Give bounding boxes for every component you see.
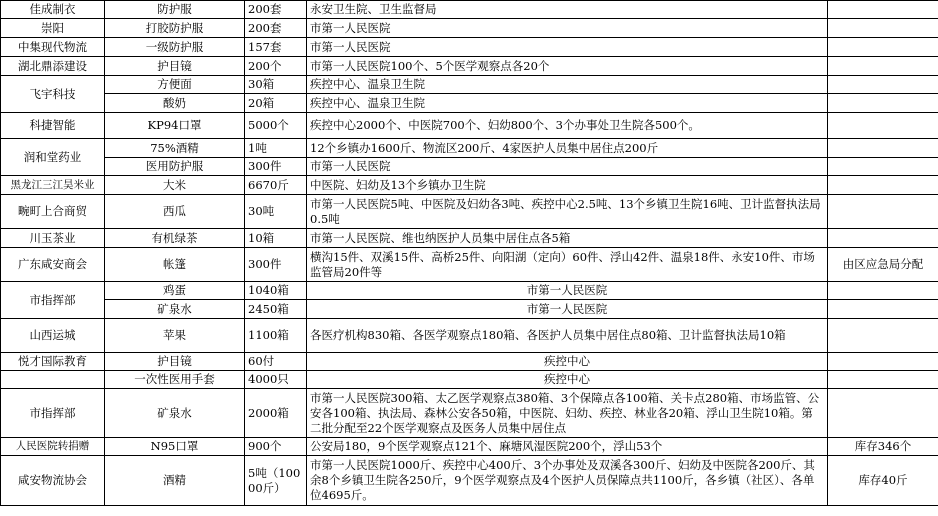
item-cell: 酒精 xyxy=(105,456,245,506)
quantity-cell: 1100箱 xyxy=(245,319,307,353)
table-row xyxy=(1,19,938,38)
note-cell xyxy=(828,195,938,229)
table-row xyxy=(1,94,938,113)
donor-cell: 咸安物流协会 xyxy=(1,456,105,506)
donor-cell: 市指挥部 xyxy=(1,389,105,438)
destination-cell: 市第一人民医院 xyxy=(307,19,828,38)
destination-cell: 永安卫生院、卫生监督局 xyxy=(307,1,828,19)
note-cell xyxy=(828,229,938,248)
destination-cell: 市第一人民医院 xyxy=(307,158,828,176)
note-cell xyxy=(828,76,938,94)
table-row xyxy=(1,300,938,319)
table-row xyxy=(1,371,938,389)
destination-cell: 中医院、妇幼及13个乡镇办卫生院 xyxy=(307,176,828,195)
quantity-cell: 900个 xyxy=(245,438,307,456)
donor-cell: 湖北鼎添建设 xyxy=(1,57,105,76)
destination-cell: 市第一人民医院、维也纳医护人员集中居住点各5箱 xyxy=(307,229,828,248)
note-cell xyxy=(828,158,938,176)
item-cell: 西瓜 xyxy=(105,195,245,229)
quantity-cell: 5吨（10000斤） xyxy=(245,456,307,506)
destination-cell: 市第一人民医院 xyxy=(307,282,828,300)
item-cell: 帐篷 xyxy=(105,248,245,282)
quantity-cell: 200个 xyxy=(245,57,307,76)
quantity-cell: 300件 xyxy=(245,158,307,176)
item-cell: 一级防护服 xyxy=(105,38,245,57)
destination-cell: 疾控中心2000个、中医院700个、妇幼800个、3个办事处卫生院各500个。 xyxy=(307,113,828,139)
donor-cell: 广东咸安商会 xyxy=(1,248,105,282)
donor-cell: 悦才国际教育 xyxy=(1,353,105,371)
table-row xyxy=(1,76,938,94)
destination-cell: 12个乡镇办1600斤、物流区200斤、4家医护人员集中居住点200斤 xyxy=(307,139,828,158)
quantity-cell: 30箱 xyxy=(245,76,307,94)
note-cell xyxy=(828,371,938,389)
donor-cell: 黑龙江三江昊米业 xyxy=(1,176,105,195)
item-cell: 防护服 xyxy=(105,1,245,19)
table-row xyxy=(1,353,938,371)
item-cell: N95口罩 xyxy=(105,438,245,456)
note-cell: 库存346个 xyxy=(828,438,938,456)
quantity-cell: 200套 xyxy=(245,1,307,19)
item-cell: 矿泉水 xyxy=(105,300,245,319)
table-row xyxy=(1,158,938,176)
note-cell xyxy=(828,176,938,195)
quantity-cell: 6670斤 xyxy=(245,176,307,195)
quantity-cell: 5000个 xyxy=(245,113,307,139)
note-cell xyxy=(828,282,938,300)
destination-cell: 疾控中心 xyxy=(307,353,828,371)
destination-cell: 公安局180，9个医学观察点121个、麻塘风湿医院200个，浮山53个 xyxy=(307,438,828,456)
quantity-cell: 157套 xyxy=(245,38,307,57)
quantity-cell: 2000箱 xyxy=(245,389,307,438)
note-cell xyxy=(828,389,938,438)
destination-cell: 市第一人民医院300箱、太乙医学观察点380箱、3个保障点各100箱、关卡点280箱、市场监管、公安各100箱、执法局、森林公安各50箱，中医院、妇幼、疾控、林业各20箱、浮山卫生院10箱。第二批分配至22个医学观察点及医务人员集中居住点 xyxy=(307,389,828,438)
donor-cell: 市指挥部 xyxy=(1,282,105,319)
destination-cell: 横沟15件、双溪15件、高桥25件、向阳湖（定向）60件、浮山42件、温泉18件、永安10件、市场监管局20件等 xyxy=(307,248,828,282)
donor-cell: 飞宇科技 xyxy=(1,76,105,113)
donor-cell: 润和堂药业 xyxy=(1,139,105,176)
destination-cell: 市第一人民医院1000斤、疾控中心400斤、3个办事处及双溪各300斤、妇幼及中医院各200斤、其余8个乡镇卫生院各250斤，9个医学观察点及4个医护人员保障点共1100斤，各乡镇（社区）、各单位4695斤。 xyxy=(307,456,828,506)
destination-cell: 市第一人民医院 xyxy=(307,38,828,57)
destination-cell: 市第一人民医院 xyxy=(307,300,828,319)
table-row xyxy=(1,319,938,353)
donor-cell: 科捷智能 xyxy=(1,113,105,139)
quantity-cell: 30吨 xyxy=(245,195,307,229)
note-cell xyxy=(828,1,938,19)
table-row xyxy=(1,456,938,506)
destination-cell: 市第一人民医院5吨、中医院及妇幼各3吨、疾控中心2.5吨、13个乡镇卫生院16吨、卫计监督执法局0.5吨 xyxy=(307,195,828,229)
quantity-cell: 60付 xyxy=(245,353,307,371)
donor-cell: 崇阳 xyxy=(1,19,105,38)
note-cell xyxy=(828,57,938,76)
note-cell xyxy=(828,19,938,38)
item-cell: 大米 xyxy=(105,176,245,195)
table-row xyxy=(1,229,938,248)
donor-cell xyxy=(1,371,105,389)
note-cell xyxy=(828,94,938,113)
table-row xyxy=(1,57,938,76)
table-row xyxy=(1,248,938,282)
table-row xyxy=(1,282,938,300)
item-cell: 酸奶 xyxy=(105,94,245,113)
item-cell: 医用防护服 xyxy=(105,158,245,176)
quantity-cell: 200套 xyxy=(245,19,307,38)
quantity-cell: 300件 xyxy=(245,248,307,282)
destination-cell: 各医疗机构830箱、各医学观察点180箱、各医护人员集中居住点80箱、卫计监督执法局10箱 xyxy=(307,319,828,353)
destination-cell: 疾控中心、温泉卫生院 xyxy=(307,94,828,113)
item-cell: 一次性医用手套 xyxy=(105,371,245,389)
destination-cell: 疾控中心 xyxy=(307,371,828,389)
item-cell: KP94口罩 xyxy=(105,113,245,139)
note-cell: 库存40斤 xyxy=(828,456,938,506)
item-cell: 打胶防护服 xyxy=(105,19,245,38)
note-cell xyxy=(828,38,938,57)
table-row xyxy=(1,1,938,19)
item-cell: 矿泉水 xyxy=(105,389,245,438)
item-cell: 鸡蛋 xyxy=(105,282,245,300)
note-cell xyxy=(828,353,938,371)
item-cell: 苹果 xyxy=(105,319,245,353)
quantity-cell: 2450箱 xyxy=(245,300,307,319)
donor-cell: 佳成制衣 xyxy=(1,1,105,19)
quantity-cell: 4000只 xyxy=(245,371,307,389)
quantity-cell: 1040箱 xyxy=(245,282,307,300)
donor-cell: 川玉茶业 xyxy=(1,229,105,248)
note-cell xyxy=(828,113,938,139)
donor-cell: 山西运城 xyxy=(1,319,105,353)
quantity-cell: 10箱 xyxy=(245,229,307,248)
item-cell: 方便面 xyxy=(105,76,245,94)
table-row xyxy=(1,389,938,438)
destination-cell: 疾控中心、温泉卫生院 xyxy=(307,76,828,94)
table-row xyxy=(1,438,938,456)
note-cell xyxy=(828,319,938,353)
item-cell: 护目镜 xyxy=(105,353,245,371)
table-row xyxy=(1,139,938,158)
item-cell: 护目镜 xyxy=(105,57,245,76)
note-cell xyxy=(828,300,938,319)
note-cell xyxy=(828,139,938,158)
table-row xyxy=(1,195,938,229)
table-row xyxy=(1,113,938,139)
donor-cell: 人民医院转捐赠 xyxy=(1,438,105,456)
destination-cell: 市第一人民医院100个、5个医学观察点各20个 xyxy=(307,57,828,76)
donor-cell: 中集现代物流 xyxy=(1,38,105,57)
quantity-cell: 20箱 xyxy=(245,94,307,113)
quantity-cell: 1吨 xyxy=(245,139,307,158)
item-cell: 有机绿茶 xyxy=(105,229,245,248)
item-cell: 75%酒精 xyxy=(105,139,245,158)
note-cell: 由区应急局分配 xyxy=(828,248,938,282)
table-row xyxy=(1,176,938,195)
donor-cell: 畹町上合商贸 xyxy=(1,195,105,229)
table-row xyxy=(1,38,938,57)
